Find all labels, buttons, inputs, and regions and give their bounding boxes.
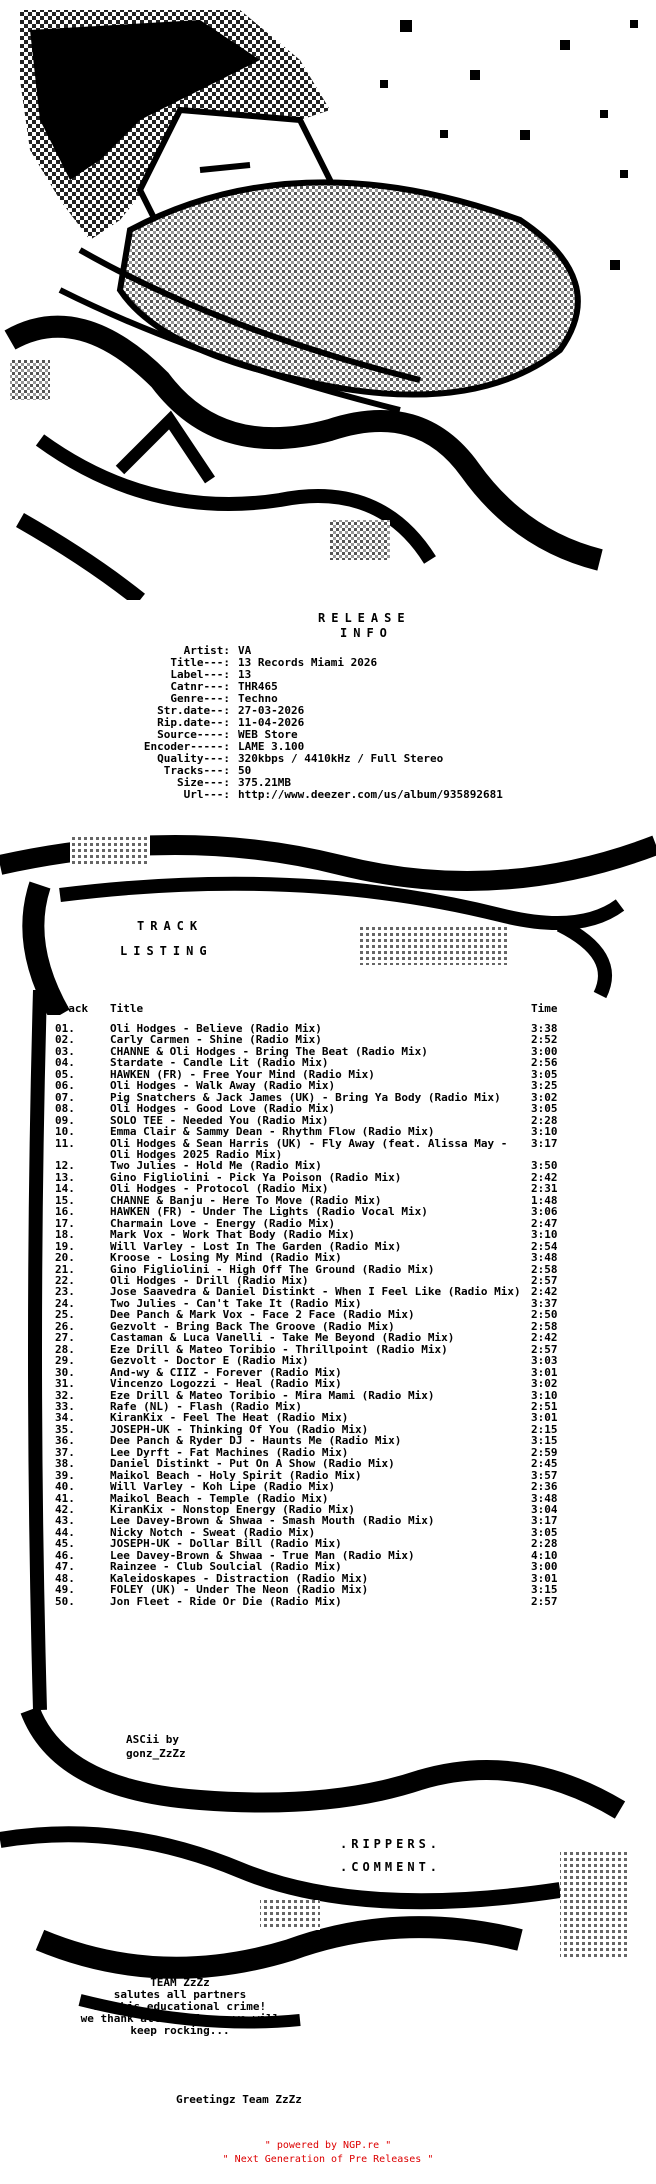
release-field-label: Encoder-----: [143,740,230,753]
track-table-header [55,1002,565,1015]
greetings-line: TEAM ZzZz [150,1976,210,1989]
track-duration: 3:25 [531,1079,558,1093]
track-title: HAWKEN (FR) - Free Your Mind (Radio Mix) [110,1068,375,1081]
track-title: Castaman & Luca Vanelli - Take Me Beyond (Radio Mix) [110,1332,455,1344]
track-row [55,1092,565,1103]
ascii-credit [126,1733,186,1761]
header-ascii-art [0,0,656,600]
track-duration: 2:28 [531,1537,558,1551]
release-field-label: Tracks---: [163,764,230,777]
track-row [55,1115,565,1126]
track-row [55,1561,565,1572]
track-title: Oli Hodges - Protocol (Radio Mix) [110,1183,329,1195]
track-row [55,1401,565,1412]
track-duration: 3:05 [531,1067,558,1081]
track-row [55,1458,565,1469]
track-title: Gezvolt - Doctor E (Radio Mix) [110,1355,309,1367]
track-title: Lee Davey-Brown & Shwaa - True Man (Radio Mix) [110,1549,415,1562]
track-number: 23. [55,1285,75,1299]
track-number: 29. [55,1354,75,1368]
greetings-line: salutes all partners [113,1988,247,2001]
track-duration: 2:57 [531,1594,558,1608]
release-field-label: Quality---: [157,752,230,765]
track-title: SOLO TEE - Needed You (Radio Mix) [110,1114,329,1127]
track-duration: 3:17 [531,1514,558,1528]
track-row [55,1275,565,1286]
track-row [55,1367,565,1378]
divider-ascii-art [0,825,656,1015]
release-field-value: Techno [238,692,278,705]
track-title: HAWKEN (FR) - Under The Lights (Radio Vocal Mix) [110,1206,428,1218]
track-row [55,1390,565,1401]
track-title: Dee Panch & Ryder DJ - Haunts Me (Radio Mix) [110,1435,402,1447]
footer-line2: " Next Generation of Pre Releases " [222,2154,434,2165]
col-title: Title [110,1002,144,1015]
track-duration: 3:02 [531,1377,558,1391]
track-duration: 2:42 [531,1285,558,1299]
track-duration: 3:50 [531,1159,558,1173]
track-row [55,1069,565,1080]
track-title: Oli Hodges - Believe (Radio Mix) [110,1023,322,1035]
track-duration: 2:58 [531,1319,558,1333]
track-row [55,1332,565,1343]
track-duration: 3:15 [531,1583,558,1597]
track-row [55,1286,565,1297]
release-field-value: 11-04-2026 [238,716,305,729]
track-duration: 2:57 [531,1273,558,1287]
track-row [55,1160,565,1171]
release-field-label: Artist: [183,644,230,657]
track-number: 03. [55,1044,75,1058]
track-title: And-wy & CIIZ - Forever (Radio Mix) [110,1366,342,1379]
track-duration: 3:05 [531,1102,558,1116]
track-title: Carly Carmen - Shine (Radio Mix) [110,1034,322,1046]
track-duration: 3:10 [531,1125,558,1139]
track-duration: 3:01 [531,1411,558,1425]
track-title: FOLEY (UK) - Under The Neon (Radio Mix) [110,1584,369,1596]
track-number: 49. [55,1583,75,1597]
track-duration: 3:01 [531,1365,558,1379]
release-field-label: Size---: [177,776,230,789]
release-info-heading: RELEASE [318,611,411,625]
track-row [55,1481,565,1492]
track-number: 37. [55,1445,75,1459]
greetings-line: we thank all the fans, we will [80,2012,280,2025]
track-title: Rafe (NL) - Flash (Radio Mix) [110,1400,303,1413]
track-row [55,1057,565,1068]
release-field [120,789,503,801]
track-row [55,1218,565,1229]
footer-line1: " powered by NGP.re " [264,2140,392,2151]
track-row [55,1309,565,1320]
track-number: 42. [55,1503,75,1517]
track-duration: 2:31 [531,1182,558,1196]
track-title: Oli Hodges - Drill (Radio Mix) [110,1274,309,1287]
track-duration: 2:42 [531,1331,558,1345]
track-title: Dee Panch & Mark Vox - Face 2 Face (Radio Mix) [110,1309,415,1321]
track-row [55,1034,565,1045]
track-number: 47. [55,1560,75,1574]
track-row [55,1550,565,1561]
track-duration: 3:37 [531,1296,558,1310]
release-field-value: 375.21MB [238,776,291,789]
release-info-fields [120,645,503,801]
track-number: 12. [55,1159,75,1173]
track-title: Charmain Love - Energy (Radio Mix) [110,1217,336,1230]
track-table [55,1002,565,1607]
track-number: 02. [55,1033,75,1047]
track-row [55,1424,565,1435]
track-number: 15. [55,1193,75,1207]
track-title: Oli Hodges - Good Love (Radio Mix) [110,1103,336,1115]
tracklist-subheading: LISTING [120,944,213,958]
track-row [55,1447,565,1458]
track-number: 48. [55,1571,75,1585]
track-row [55,1023,565,1034]
track-title: Two Julies - Can't Take It (Radio Mix) [110,1297,362,1310]
track-duration: 3:15 [531,1434,558,1448]
left-border-art [20,990,60,1710]
track-duration: 2:56 [531,1056,558,1070]
track-duration: 2:52 [531,1033,558,1047]
track-duration: 2:51 [531,1399,558,1413]
track-row [55,1470,565,1481]
track-duration: 4:10 [531,1548,558,1562]
track-title: Rainzee - Club Soulcial (Radio Mix) [110,1561,342,1573]
track-duration: 2:28 [531,1113,558,1127]
track-row [55,1344,565,1355]
track-row [55,1504,565,1515]
track-row [55,1172,565,1183]
track-duration: 3:05 [531,1525,558,1539]
track-row [55,1298,565,1309]
track-row [55,1103,565,1114]
release-field-label: Catnr---: [170,680,230,693]
track-number: 36. [55,1434,75,1448]
track-number: 14. [55,1182,75,1196]
track-duration: 2:15 [531,1422,558,1436]
track-duration: 3:10 [531,1388,558,1402]
greetings-block [40,1977,320,2037]
track-number: 27. [55,1331,75,1345]
track-number: 17. [55,1216,75,1230]
track-title: Nicky Notch - Sweat (Radio Mix) [110,1526,316,1539]
track-title: Kroose - Losing My Mind (Radio Mix) [110,1252,342,1264]
track-title: Kaleidoskapes - Distraction (Radio Mix) [110,1572,369,1585]
track-number: 13. [55,1170,75,1184]
track-number: 10. [55,1125,75,1139]
track-row [55,1355,565,1366]
track-row [55,1252,565,1263]
track-title: CHANNE & Banju - Here To Move (Radio Mix) [110,1194,382,1207]
track-row [55,1229,565,1240]
track-number: 07. [55,1090,75,1104]
track-duration: 2:58 [531,1262,558,1276]
greetings-line: in this educational crime! [93,2000,267,2013]
track-title: KiranKix - Nonstop Energy (Radio Mix) [110,1504,356,1516]
track-title: Oli Hodges - Walk Away (Radio Mix) [110,1080,336,1092]
track-title: Gezvolt - Bring Back The Groove (Radio Mix) [110,1320,395,1333]
release-field-value: 13 [238,668,252,681]
track-number: 34. [55,1411,75,1425]
track-title: Pig Snatchers & Jack James (UK) - Bring Ya Body (Radio Mix) [110,1091,501,1104]
track-duration: 1:48 [531,1193,558,1207]
track-title: Eze Drill & Mateo Toribio - Mira Mami (Radio Mix) [110,1389,435,1401]
greetings-sign: Greetingz Team ZzZz [176,2093,302,2106]
track-title: Eze Drill & Mateo Toribio - Thrillpoint (Radio Mix) [110,1343,448,1356]
col-track: Track [55,1002,89,1015]
release-field-label: Source----: [157,728,230,741]
track-duration: 2:45 [531,1457,558,1471]
track-row [55,1264,565,1275]
track-row [55,1080,565,1091]
release-field-label: Rip.date--: [157,716,230,729]
track-number: 32. [55,1388,75,1402]
track-number: 41. [55,1491,75,1505]
track-title: Maikol Beach - Holy Spirit (Radio Mix) [110,1469,362,1482]
release-field-value: THR465 [238,680,278,693]
track-title: Jon Fleet - Ride Or Die (Radio Mix) [110,1595,342,1608]
release-info-subheading: INFO [340,626,393,640]
track-number: 24. [55,1296,75,1310]
tracklist-heading: TRACK [137,919,204,933]
track-row [55,1527,565,1538]
track-duration: 2:57 [531,1342,558,1356]
track-row [55,1584,565,1595]
track-title: Maikol Beach - Temple (Radio Mix) [110,1492,329,1505]
track-title: Will Varley - Lost In The Garden (Radio Mix) [110,1240,402,1253]
rippers-comment: .COMMENT. [340,1860,442,1874]
track-row [55,1538,565,1549]
track-number: 08. [55,1102,75,1116]
track-row [55,1206,565,1217]
track-number: 09. [55,1113,75,1127]
release-field-value: 50 [238,764,252,777]
track-title: Two Julies - Hold Me (Radio Mix) [110,1160,322,1172]
track-duration: 3:10 [531,1228,558,1242]
track-row [55,1596,565,1607]
release-field-label: Genre---: [170,692,230,705]
track-title: Gino Figliolini - Pick Ya Poison (Radio Mix) [110,1171,402,1184]
release-field-value: 13 Records Miami 2026 [238,656,378,669]
track-title: JOSEPH-UK - Dollar Bill (Radio Mix) [110,1538,342,1550]
track-duration: 3:02 [531,1090,558,1104]
track-title: Oli Hodges & Sean Harris (UK) - Fly Away (feat. Alissa May - Oli Hodges 2025 Radio Mix) [110,1137,508,1161]
track-number: 35. [55,1422,75,1436]
track-duration: 2:42 [531,1170,558,1184]
track-duration: 2:36 [531,1480,558,1494]
track-duration: 3:48 [531,1251,558,1265]
track-number: 06. [55,1079,75,1093]
col-time: Time [531,1002,558,1015]
track-row [55,1138,565,1161]
track-duration: 3:38 [531,1022,558,1035]
track-number: 01. [55,1022,75,1035]
track-number: 50. [55,1594,75,1608]
track-title: KiranKix - Feel The Heat (Radio Mix) [110,1412,349,1424]
track-row [55,1183,565,1194]
track-row [55,1412,565,1423]
track-row [55,1515,565,1526]
ascii-credit-line2: gonz_ZzZz [126,1747,186,1760]
track-duration: 3:00 [531,1044,558,1058]
ascii-credit-line1: ASCii by [126,1733,179,1746]
release-field-value: 320kbps / 4410kHz / Full Stereo [238,752,444,765]
track-number: 46. [55,1548,75,1562]
track-title: CHANNE & Oli Hodges - Bring The Beat (Radio Mix) [110,1045,428,1058]
track-duration: 2:50 [531,1308,558,1322]
track-row [55,1378,565,1389]
track-duration: 2:54 [531,1239,558,1253]
track-number: 43. [55,1514,75,1528]
release-field-value: VA [238,644,252,657]
track-number: 28. [55,1342,75,1356]
track-row [55,1126,565,1137]
release-field-value[interactable]: http://www.deezer.com/us/album/935892681 [238,788,503,801]
track-number: 19. [55,1239,75,1253]
track-duration: 3:57 [531,1468,558,1482]
track-duration: 2:59 [531,1445,558,1459]
track-title: Jose Saavedra & Daniel Distinkt - When I Feel Like (Radio Mix) [110,1286,521,1298]
track-title: Vincenzo Logozzi - Heal (Radio Mix) [110,1378,342,1390]
track-duration: 3:04 [531,1503,558,1517]
release-field-label: Url---: [183,788,230,801]
track-number: 16. [55,1205,75,1219]
track-title: Gino Figliolini - High Off The Ground (Radio Mix) [110,1263,435,1275]
track-row [55,1195,565,1206]
track-duration: 3:17 [531,1136,558,1150]
track-row [55,1321,565,1332]
track-title: Mark Vox - Work That Body (Radio Mix) [110,1229,356,1241]
track-row [55,1493,565,1504]
track-number: 18. [55,1228,75,1242]
track-number: 21. [55,1262,75,1276]
track-number: 26. [55,1319,75,1333]
release-field-label: Label---: [170,668,230,681]
track-number: 44. [55,1525,75,1539]
track-title: Emma Clair & Sammy Dean - Rhythm Flow (Radio Mix) [110,1126,435,1138]
greetings-line: keep rocking... [130,2024,230,2037]
track-number: 11. [55,1136,75,1150]
track-number: 40. [55,1480,75,1494]
track-number: 25. [55,1308,75,1322]
track-title: JOSEPH-UK - Thinking Of You (Radio Mix) [110,1423,369,1436]
track-number: 30. [55,1365,75,1379]
track-title: Lee Davey-Brown & Shwaa - Smash Mouth (Radio Mix) [110,1515,435,1527]
track-title: Daniel Distinkt - Put On A Show (Radio Mix) [110,1458,395,1470]
track-duration: 3:00 [531,1560,558,1574]
track-number: 33. [55,1399,75,1413]
release-field-value: LAME 3.100 [238,740,305,753]
track-number: 04. [55,1056,75,1070]
rippers-heading: .RIPPERS. [340,1837,442,1851]
track-row [55,1046,565,1057]
track-number: 05. [55,1067,75,1081]
track-row [55,1573,565,1584]
track-duration: 3:01 [531,1571,558,1585]
release-field-label: Str.date--: [157,704,230,717]
track-row [55,1241,565,1252]
release-field-value: WEB Store [238,728,298,741]
release-field-value: 27-03-2026 [238,704,305,717]
track-number: 22. [55,1273,75,1287]
track-title: Lee Dyrft - Fat Machines (Radio Mix) [110,1446,349,1459]
track-number: 38. [55,1457,75,1471]
track-title: Stardate - Candle Lit (Radio Mix) [110,1057,329,1069]
track-duration: 2:47 [531,1216,558,1230]
track-duration: 3:48 [531,1491,558,1505]
track-number: 20. [55,1251,75,1265]
track-duration: 3:06 [531,1205,558,1219]
track-title: Will Varley - Koh Lipe (Radio Mix) [110,1481,336,1493]
release-field-label: Title---: [170,656,230,669]
track-number: 31. [55,1377,75,1391]
track-row [55,1435,565,1446]
track-number: 45. [55,1537,75,1551]
track-number: 39. [55,1468,75,1482]
track-duration: 3:03 [531,1354,558,1368]
